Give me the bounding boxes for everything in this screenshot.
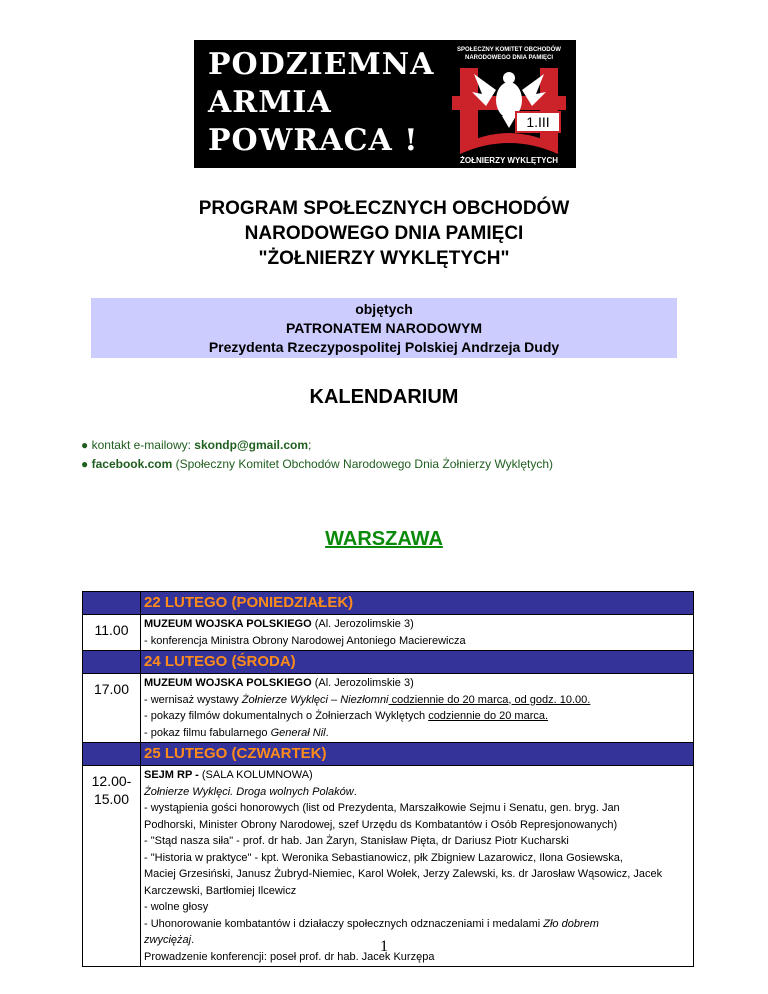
event-details: SEJM RP - (SALA KOLUMNOWA) Żołnierze Wyklęci. Droga wolnych Polaków. - wystąpienia gości honorowych (list od Prezydenta, Marszałkowie Sejmu i Senatu, gen. bryg. Jan Podhorski, Minister Obrony Narodowej, szef Urzędu ds Kombatantów i Osób Represjonowanych) - "Stąd nasza siła" - prof. dr hab. Jan Żaryn, Stanisław Pięta, dr Dariusz Piotr Kucharski - "Historia w praktyce" - kpt. Weronika Sebastianowicz, płk Zbigniew Lazarowicz, Ilona Gosiewska, Maciej Grzesiński, Janusz Żubryd-Niemiec, Karol Wołek, Jerzy Zalewski, ks. dr Jarosław Wąsowicz, Jacek Karczewski, Bartłomiej Ilcewicz - wolne głosy - Uhonorowanie kombatantów i działaczy społecznych odznaczeniami i medalami Zło dobrem zwyciężaj. Prowadzenie konferencji: poseł prof. dr hab. Jacek Kurzępa — [144, 769, 663, 963]
event-row — [83, 674, 693, 743]
event-details: MUZEUM WOJSKA POLSKIEGO (Al. Jerozolimskie 3) - konferencja Ministra Obrony Narodowej Antoniego Macierewicza — [144, 618, 466, 647]
date-mark: 1.III — [526, 114, 550, 130]
slogan-line-2: ARMIA — [208, 85, 332, 120]
event-row — [83, 615, 693, 651]
day-date: 24 LUTEGO (ŚRODA) — [141, 651, 693, 673]
day-header-row — [83, 651, 693, 674]
event-time: 12.00- 15.00 — [83, 766, 141, 966]
slogan-line-3: POWRACA ! — [208, 123, 419, 158]
calendar-table — [82, 591, 694, 967]
event-venue: SEJM RP - — [144, 769, 202, 781]
banner-slogan — [208, 46, 434, 160]
event-time: 11.00 — [83, 615, 141, 650]
logo-committee-text: SPOŁECZNY KOMITET OBCHODÓW NARODOWEGO DNIA PAMIĘCI — [457, 47, 561, 61]
contact-email-line: ● kontakt e-mailowy: skondp@gmail.com; — [81, 438, 312, 452]
day-header-row — [83, 592, 693, 615]
patronage-box: objętych PATRONATEM NARODOWYM Prezydenta Rzeczypospolitej Polskiej Andrzeja Dudy — [91, 298, 677, 358]
email-link[interactable]: skondp@gmail.com — [194, 438, 309, 452]
calendar-heading: KALENDARIUM — [309, 386, 459, 408]
event-details: MUZEUM WOJSKA POLSKIEGO (Al. Jerozolimskie 3) - wernisaż wystawy Żołnierze Wyklęci – Niezłomni codziennie do 20 marca, od godz. 10.00. - pokazy filmów dokumentalnych o Żołnierzach Wyklętych codziennie do 20 marca. - pokaz filmu fabularnego Generał Nil. — [144, 677, 591, 739]
event-venue: MUZEUM WOJSKA POLSKIEGO — [144, 677, 312, 689]
contacts — [81, 436, 553, 474]
event-row — [83, 766, 693, 966]
banner — [194, 40, 576, 168]
page-number: 1 — [380, 938, 388, 955]
event-venue: MUZEUM WOJSKA POLSKIEGO — [144, 618, 312, 630]
day-date: 25 LUTEGO (CZWARTEK) — [141, 743, 693, 765]
bullet-icon: ● — [81, 438, 89, 452]
facebook-link[interactable]: facebook.com — [91, 457, 173, 471]
day-date: 22 LUTEGO (PONIEDZIAŁEK) — [141, 592, 693, 614]
program-title: PROGRAM SPOŁECZNYCH OBCHODÓW NARODOWEGO DNIA PAMIĘCI "ŻOŁNIERZY WYKLĘTYCH" — [198, 198, 570, 269]
city-heading: WARSZAWA — [325, 528, 443, 550]
logo-soldiers-text: ŻOŁNIERZY WYKLĘTYCH — [459, 156, 559, 165]
event-time: 17.00 — [83, 674, 141, 742]
bullet-icon: ● — [81, 457, 89, 471]
eagle-cross-icon — [452, 60, 566, 160]
contact-facebook-line: ● facebook.com (Społeczny Komitet Obchodów Narodowego Dnia Żołnierzy Wyklętych) — [81, 457, 554, 471]
slogan-line-1: PODZIEMNA — [208, 47, 435, 82]
committee-logo — [452, 46, 566, 164]
day-header-row — [83, 743, 693, 766]
